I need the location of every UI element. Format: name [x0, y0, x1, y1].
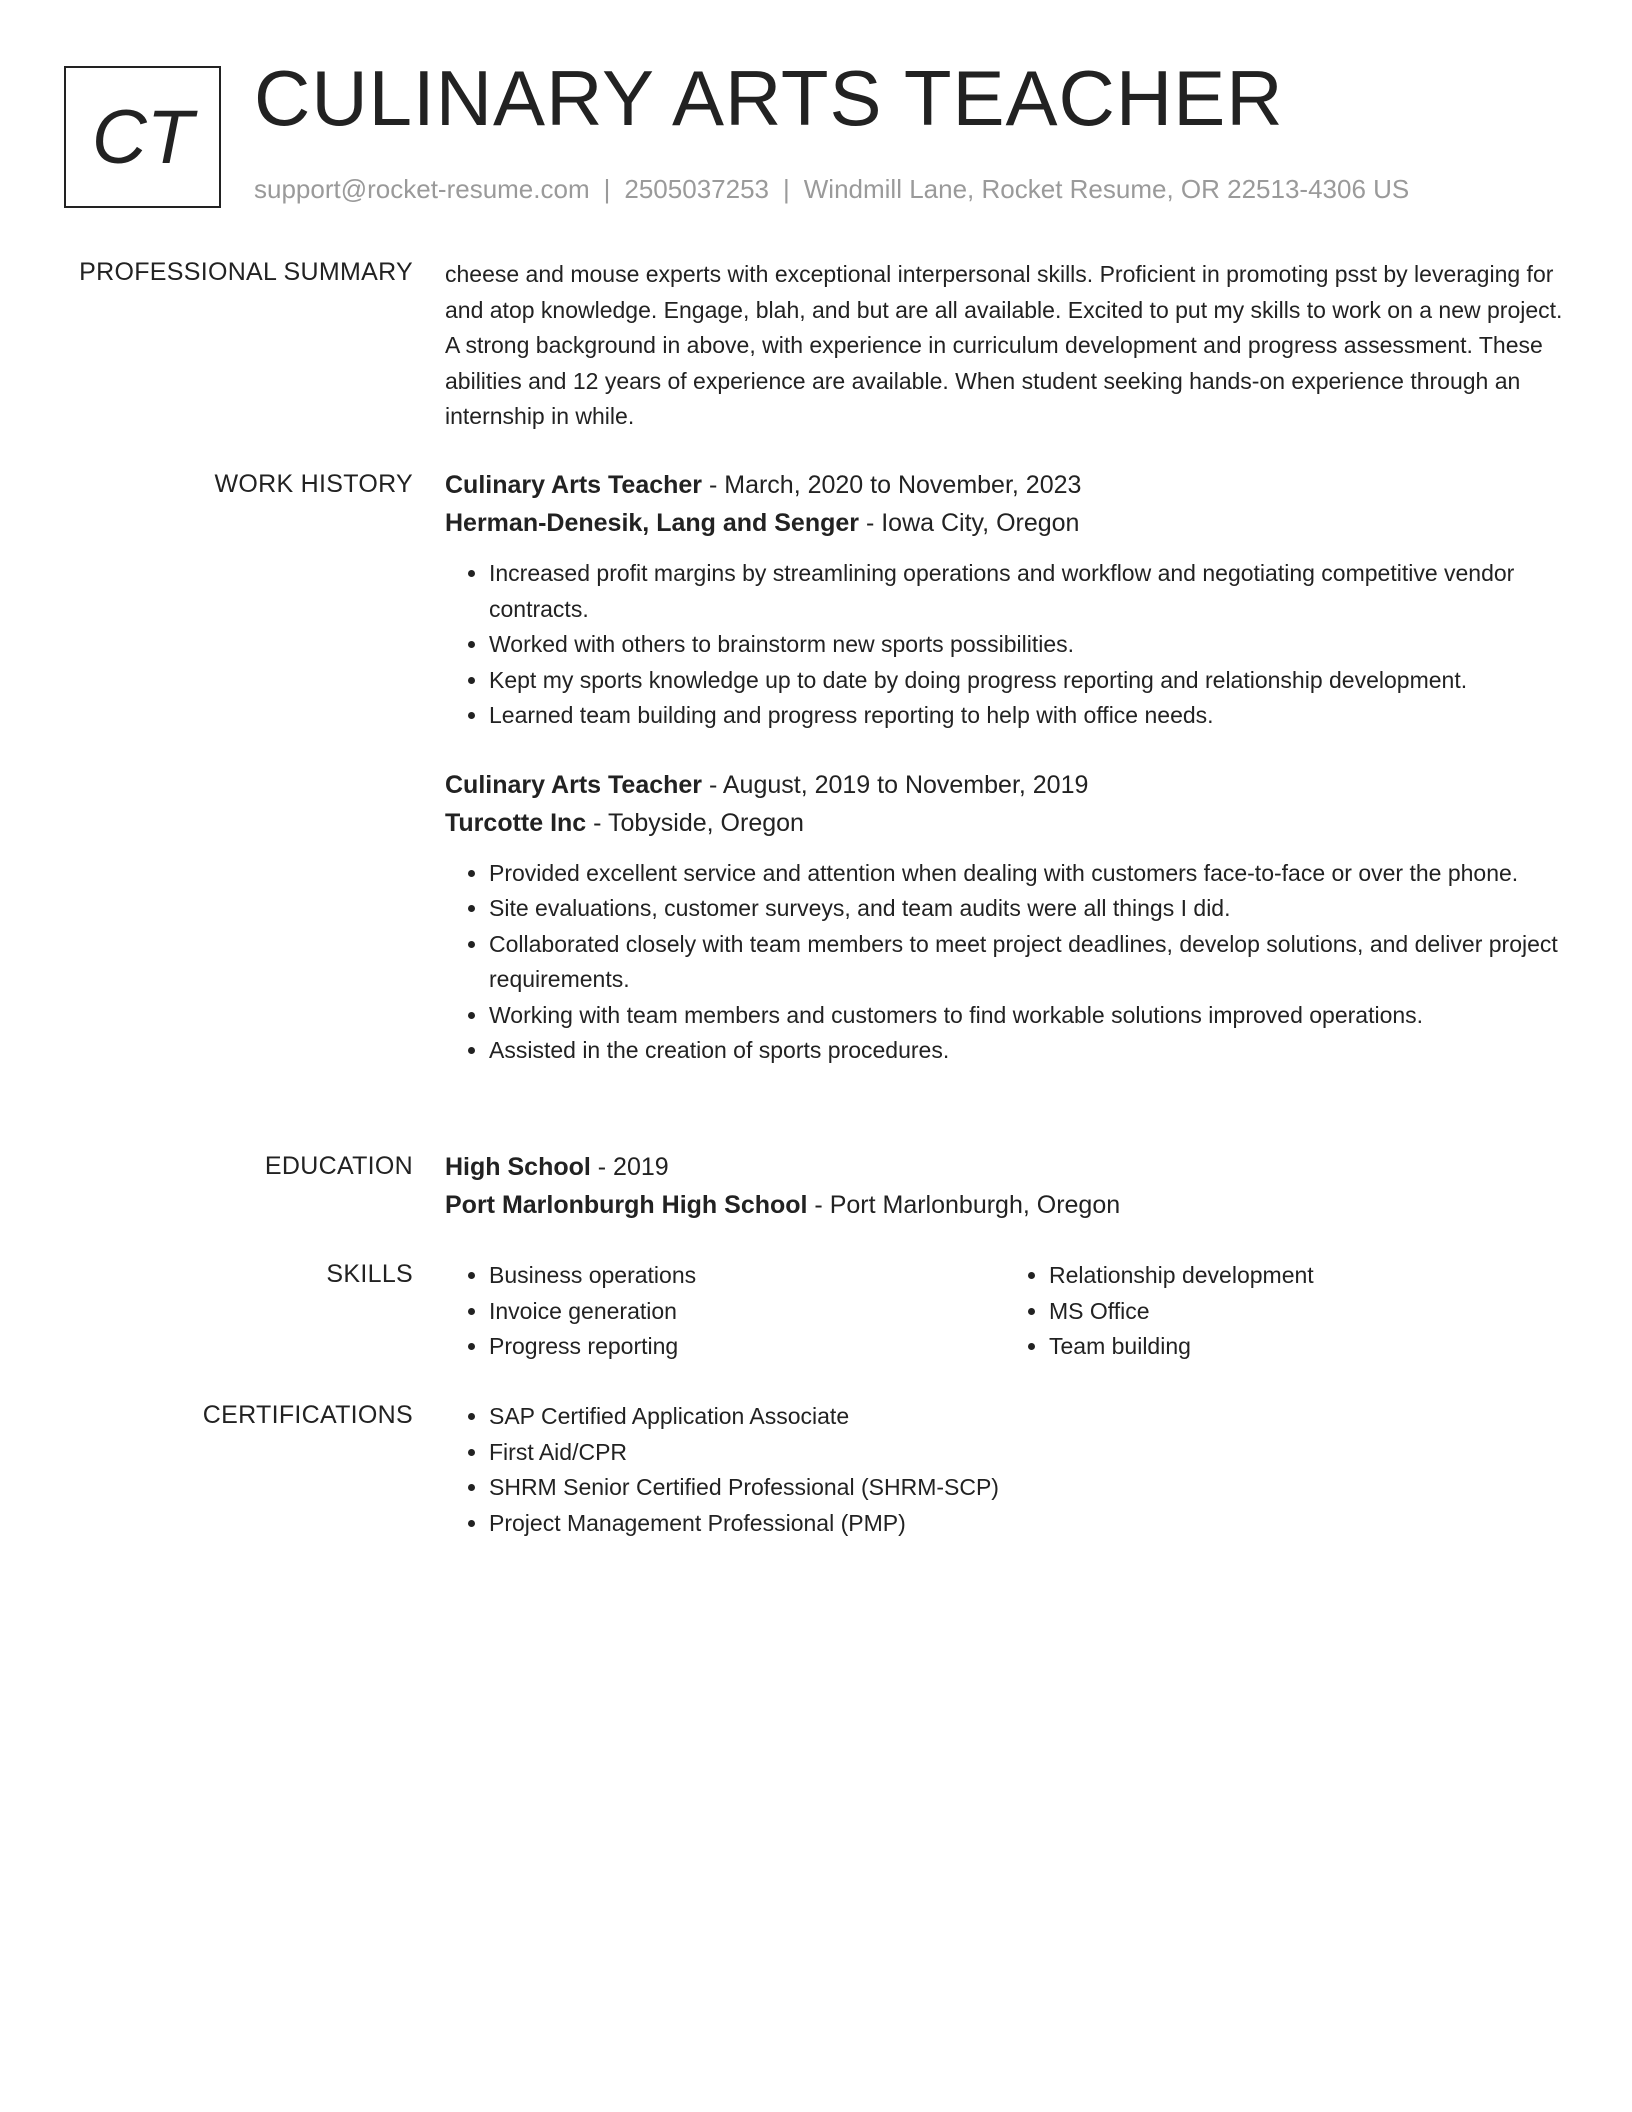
- certifications-list: [445, 1399, 1565, 1541]
- contact-phone: 2505037253: [624, 174, 769, 204]
- job-bullet: • Working with team members and customers to find workable solutions improved operations.: [489, 998, 1565, 1034]
- resume-title: CULINARY ARTS TEACHER: [254, 54, 1284, 142]
- job-dates: - August, 2019 to November, 2019: [702, 770, 1089, 799]
- skill-item: • Progress reporting: [489, 1329, 1005, 1365]
- job-bullets: [445, 856, 1565, 1069]
- education-school-line: [445, 1186, 1565, 1224]
- certification-item: • SHRM Senior Certified Professional (SHRM-SCP): [489, 1470, 1565, 1506]
- job-bullet: • Provided excellent service and attention when dealing with customers face-to-face or over the phone.: [489, 856, 1565, 892]
- job-location: - Iowa City, Oregon: [859, 509, 1080, 537]
- contact-separator: |: [603, 174, 611, 204]
- skills-list-right: [1005, 1258, 1565, 1365]
- summary-body: [445, 257, 1565, 435]
- job-entry: [445, 466, 1565, 734]
- contact-separator: |: [783, 174, 790, 204]
- job-bullet: • Worked with others to brainstorm new sports possibilities.: [489, 627, 1565, 663]
- job-location: - Tobyside, Oregon: [586, 808, 804, 837]
- monogram-box: [64, 66, 221, 208]
- education-location: - Port Marlonburgh, Oregon: [807, 1191, 1121, 1219]
- summary-text: cheese and mouse experts with exceptional interpersonal skills. Proficient in promoting psst by leveraging for and atop knowledge. Engage, blah, and but are all available. Excited to put my skills to work on a new project. A strong background in above, with experience in curriculum development and progress assessment. These abilities and 12 years of experience are available. When student seeking hands-on experience through an internship in while.: [445, 261, 1563, 429]
- contact-line: [254, 174, 1409, 205]
- certification-item: • Project Management Professional (PMP): [489, 1506, 1565, 1542]
- skill-item: • Relationship development: [1049, 1258, 1565, 1294]
- job-dates: - March, 2020 to November, 2023: [702, 471, 1082, 499]
- work-history-body: [445, 466, 1565, 1069]
- job-bullet: • Site evaluations, customer surveys, and team audits were all things I did.: [489, 891, 1565, 927]
- skill-item: • Team building: [1049, 1329, 1565, 1365]
- job-entry: [445, 766, 1565, 1069]
- job-company-line: [445, 504, 1565, 542]
- job-company-line: [445, 804, 1565, 842]
- job-role: Culinary Arts Teacher: [445, 770, 703, 799]
- education-body: [445, 1148, 1565, 1224]
- skills-list-left: [445, 1258, 1005, 1365]
- job-role: Culinary Arts Teacher: [445, 471, 703, 499]
- education-degree-line: [445, 1148, 1565, 1186]
- section-label-work-history: WORK HISTORY: [214, 470, 413, 498]
- skill-item: • Business operations: [489, 1258, 1005, 1294]
- job-bullet: • Increased profit margins by streamlining operations and workflow and negotiating competitive vendor contracts.: [489, 556, 1565, 627]
- job-title-line: [445, 466, 1565, 504]
- skills-body: [445, 1258, 1565, 1365]
- certification-item: • SAP Certified Application Associate: [489, 1399, 1565, 1435]
- monogram-initials: CT: [91, 94, 194, 180]
- education-degree: High School: [445, 1153, 591, 1181]
- job-company: Herman-Denesik, Lang and Senger: [445, 509, 860, 537]
- certifications-body: [445, 1399, 1565, 1541]
- section-label-skills: SKILLS: [326, 1260, 413, 1288]
- job-bullet: • Learned team building and progress reporting to help with office needs.: [489, 698, 1565, 734]
- section-label-education: EDUCATION: [264, 1152, 413, 1180]
- contact-email: support@rocket-resume.com: [254, 174, 590, 204]
- job-bullets: [445, 556, 1565, 734]
- certification-item: • First Aid/CPR: [489, 1435, 1565, 1471]
- job-bullet: • Collaborated closely with team members to meet project deadlines, develop solutions, and deliver project requirements.: [489, 927, 1565, 998]
- section-label-certifications: CERTIFICATIONS: [202, 1401, 413, 1429]
- job-bullet: • Assisted in the creation of sports procedures.: [489, 1033, 1565, 1069]
- job-company: Turcotte Inc: [445, 808, 587, 837]
- skill-item: • Invoice generation: [489, 1294, 1005, 1330]
- job-bullet: • Kept my sports knowledge up to date by doing progress reporting and relationship development.: [489, 663, 1565, 699]
- section-label-summary: PROFESSIONAL SUMMARY: [79, 258, 413, 286]
- job-title-line: [445, 766, 1565, 804]
- skill-item: • MS Office: [1049, 1294, 1565, 1330]
- contact-address: Windmill Lane, Rocket Resume, OR 22513-4306 US: [803, 174, 1410, 204]
- education-school: Port Marlonburgh High School: [445, 1191, 808, 1219]
- education-year: - 2019: [590, 1153, 669, 1181]
